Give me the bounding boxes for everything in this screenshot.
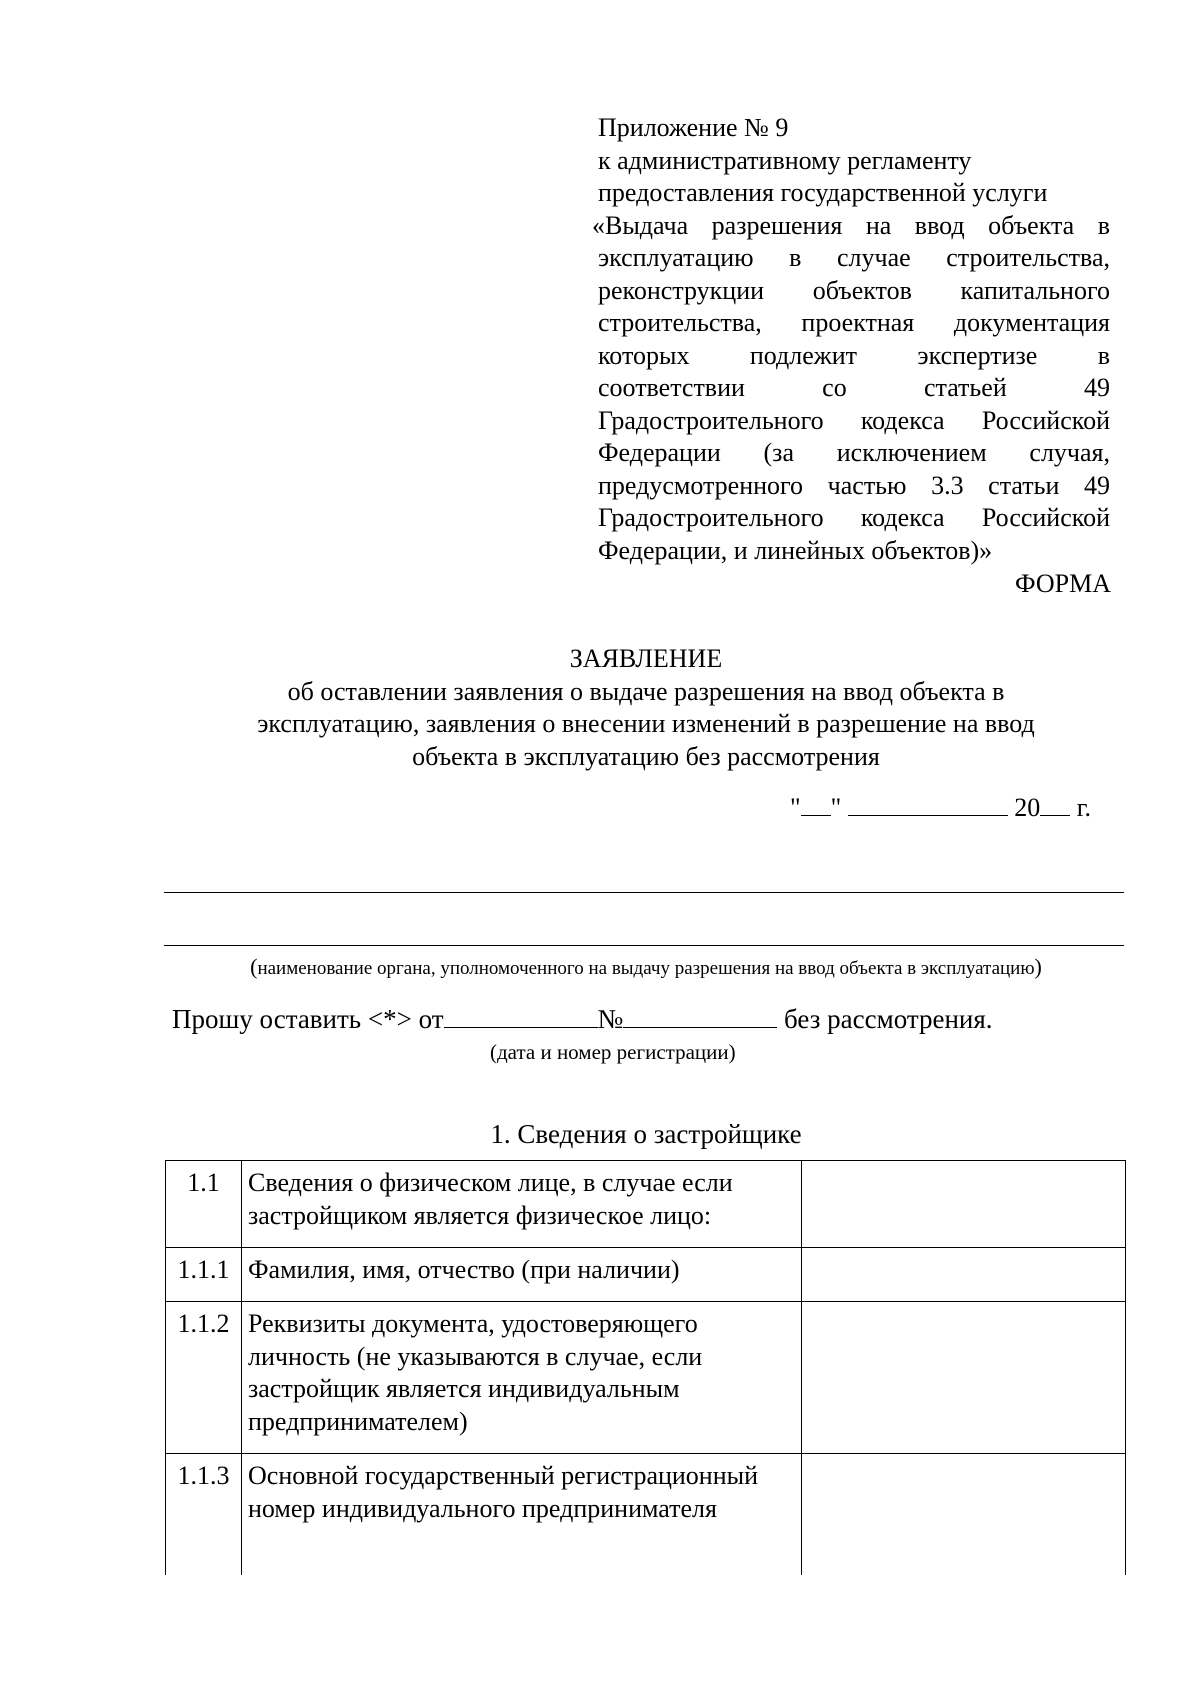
- day-blank[interactable]: [801, 793, 831, 816]
- appendix-header: [592, 112, 1110, 567]
- title-line: эксплуатацию, заявления о внесении изменений в разрешение на ввод: [257, 709, 1035, 738]
- row-value-cell[interactable]: [802, 1302, 1126, 1454]
- appendix-line: Градостроительного кодекса Российской: [598, 405, 1110, 435]
- organ-caption-text: наименование органа, уполномоченного на выдачу разрешения на ввод объекта в эксплуатацию: [257, 958, 1035, 979]
- row-value-cell[interactable]: [802, 1161, 1126, 1248]
- table-row: [166, 1248, 1126, 1302]
- row-label: Реквизиты документа, удостоверяющего личность (не указываются в случае, если застройщик является индивидуальным предпринимателем): [242, 1302, 802, 1454]
- date-open-quote: ": [790, 793, 801, 822]
- appendix-line: к административному регламенту: [598, 145, 972, 175]
- title-line: объекта в эксплуатацию без рассмотрения: [412, 741, 880, 771]
- developer-info-table: [165, 1160, 1126, 1584]
- appendix-line: Градостроительного кодекса Российской: [598, 503, 1110, 532]
- row-value-cell[interactable]: [802, 1248, 1126, 1302]
- date-line: [790, 792, 1091, 824]
- form-label: ФОРМА: [1015, 569, 1111, 598]
- appendix-line: эксплуатацию в случае строительства,: [598, 243, 1110, 272]
- organ-name-line-1[interactable]: [164, 892, 1124, 893]
- table-row: [166, 1454, 1126, 1584]
- row-label: Сведения о физическом лице, в случае если застройщиком является физическое лицо:: [242, 1161, 802, 1248]
- appendix-line: Приложение № 9: [598, 113, 789, 142]
- appendix-line: «Выдача разрешения на ввод объекта в: [592, 210, 1110, 240]
- registration-date-blank[interactable]: [444, 1005, 598, 1028]
- appendix-line: предусмотренного частью 3.3 статьи 49: [598, 470, 1110, 500]
- title-line: об оставлении заявления о выдаче разрешения на ввод объекта в: [287, 676, 1005, 706]
- year-blank[interactable]: [1040, 793, 1070, 816]
- organ-name-line-2[interactable]: [164, 945, 1124, 946]
- table-row: [166, 1302, 1126, 1454]
- year-prefix: 20: [1014, 793, 1041, 822]
- row-number: 1.1.2: [166, 1302, 242, 1454]
- number-sign: №: [597, 1004, 624, 1034]
- request-line: [172, 1003, 993, 1036]
- request-prefix: Прошу оставить <*> от: [172, 1004, 444, 1034]
- registration-caption: (дата и номер регистрации): [490, 1040, 736, 1064]
- registration-number-blank[interactable]: [623, 1005, 777, 1028]
- date-close-quote: ": [830, 793, 842, 822]
- row-label: Основной государственный регистрационный номер индивидуального предпринимателя: [242, 1454, 802, 1584]
- organ-caption: (наименование органа, уполномоченного на выдачу разрешения на ввод объекта в эксплуатацию): [250, 954, 1042, 979]
- row-number: 1.1: [166, 1161, 242, 1248]
- appendix-line: предоставления государственной услуги: [598, 178, 1048, 207]
- month-blank[interactable]: [848, 793, 1008, 816]
- row-number: 1.1.3: [166, 1454, 242, 1584]
- appendix-line: которых подлежит экспертизе в: [598, 340, 1110, 370]
- appendix-line: строительства, проектная документация: [598, 308, 1110, 337]
- title-heading: ЗАЯВЛЕНИЕ: [569, 644, 723, 673]
- appendix-line: Федерации, и линейных объектов)»: [598, 535, 993, 565]
- appendix-line: соответствии со статьей 49: [598, 373, 1110, 402]
- appendix-line: Федерации (за исключением случая,: [598, 438, 1110, 467]
- document-title: [120, 643, 1172, 773]
- row-label: Фамилия, имя, отчество (при наличии): [242, 1248, 802, 1302]
- appendix-line: реконструкции объектов капитального: [598, 275, 1110, 305]
- page-bottom-margin: [0, 1575, 1200, 1697]
- section-title: 1. Сведения о застройщике: [490, 1119, 802, 1149]
- year-suffix: г.: [1076, 793, 1091, 822]
- row-number: 1.1.1: [166, 1248, 242, 1302]
- request-suffix: без рассмотрения.: [784, 1004, 993, 1034]
- row-value-cell[interactable]: [802, 1454, 1126, 1584]
- table-row: [166, 1161, 1126, 1248]
